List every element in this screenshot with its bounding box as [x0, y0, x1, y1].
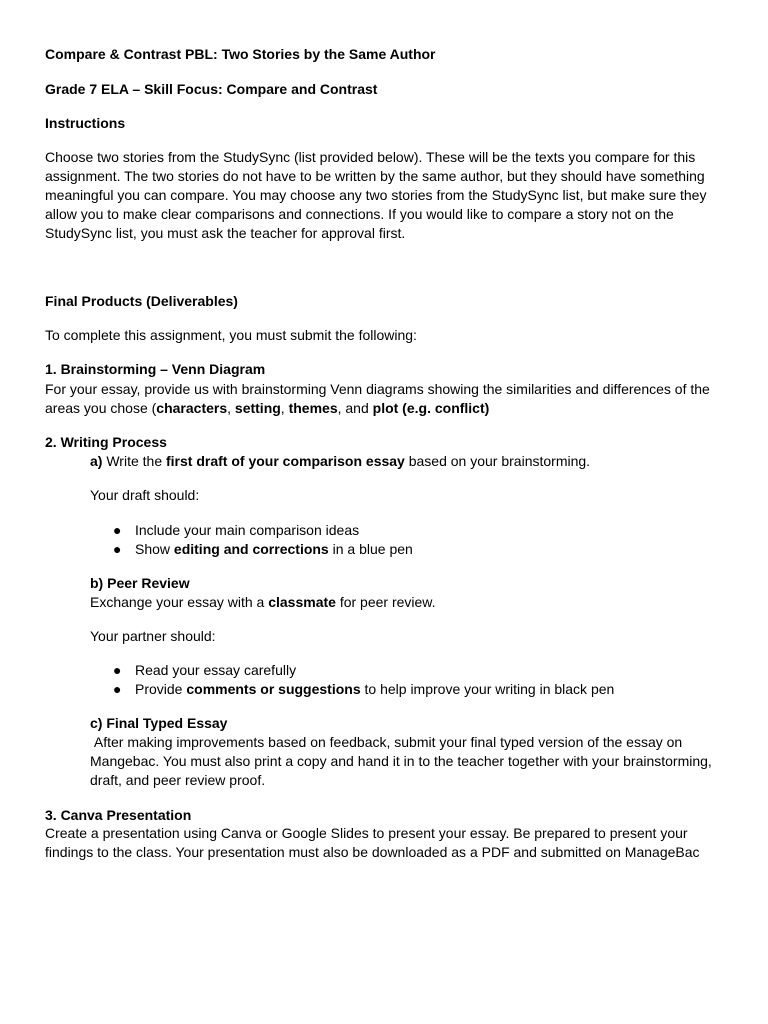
- instructions-body: Choose two stories from the StudySync (list provided below). These will be the texts you compare for this assignment. The two stories do not have to be written by the same author, but they should have something meaningful you can compare. You may choose any two stories from the StudySync list, but make sure they allow you to make clear comparisons and connections. If you would like to compare a story not on the StudySync list, you must ask the teacher for approval first.: [45, 149, 707, 241]
- draft-intro: Your draft should:: [90, 487, 200, 503]
- section1-bold-characters: characters: [156, 400, 228, 416]
- final-products-heading: Final Products (Deliverables): [45, 293, 238, 309]
- section1-heading: 1. Brainstorming – Venn Diagram: [45, 361, 266, 377]
- draft-bullet-2-pre: Show: [135, 541, 174, 557]
- document-subtitle: Grade 7 ELA – Skill Focus: Compare and Contrast: [45, 81, 378, 97]
- partner-bullet-2-pre: Provide: [135, 681, 187, 697]
- section2a-post: based on your brainstorming.: [404, 453, 591, 469]
- peer-review-heading: b) Peer Review: [90, 575, 190, 591]
- section1-bold-plot: plot (e.g. conflict): [372, 400, 490, 416]
- section1-text: For your essay, provide us with brainstorming Venn diagrams showing the similarities and differences of the areas you chose (: [45, 381, 710, 416]
- partner-bullet-2-post: to help improve your writing in black pen: [360, 681, 615, 697]
- section1-bold-themes: themes: [288, 400, 338, 416]
- partner-bullet-list: [45, 661, 715, 699]
- section3-body: Create a presentation using Canva or Google Slides to present your essay. Be prepared to present your findings to the class. Your presentation must also be downloaded as a PDF and submitted on ManageBac: [45, 825, 700, 860]
- section2a-pre: Write the: [102, 453, 166, 469]
- draft-bullet-list: [45, 521, 715, 559]
- section3-heading: 3. Canva Presentation: [45, 807, 192, 823]
- section2-heading: 2. Writing Process: [45, 434, 167, 450]
- draft-bullet-2: [45, 540, 715, 559]
- partner-bullet-1: [45, 661, 715, 680]
- partner-bullet-2-bold: comments or suggestions: [186, 681, 361, 697]
- bullet-icon: ●: [113, 681, 122, 697]
- partner-intro: Your partner should:: [90, 628, 216, 644]
- partner-bullet-1-text: Read your essay carefully: [135, 662, 297, 678]
- partner-bullet-2: [45, 680, 715, 699]
- draft-bullet-2-bold: editing and corrections: [173, 541, 329, 557]
- section2a-line: [90, 452, 590, 471]
- bullet-icon: ●: [113, 541, 122, 557]
- peer-review-pre: Exchange your essay with a: [90, 594, 269, 610]
- draft-bullet-2-post: in a blue pen: [328, 541, 413, 557]
- peer-review-bold: classmate: [268, 594, 336, 610]
- peer-review-body: [90, 593, 436, 612]
- instructions-heading: Instructions: [45, 115, 126, 131]
- bullet-icon: ●: [113, 662, 122, 678]
- section1-sep3: , and: [337, 400, 373, 416]
- draft-bullet-1-text: Include your main comparison ideas: [135, 522, 360, 538]
- final-products-intro: To complete this assignment, you must submit the following:: [45, 327, 417, 343]
- section2a-label: a): [90, 453, 103, 469]
- document-title: Compare & Contrast PBL: Two Stories by the Same Author: [45, 46, 436, 62]
- section1-bold-setting: setting: [234, 400, 281, 416]
- section1-sep2: ,: [280, 400, 289, 416]
- final-essay-heading: c) Final Typed Essay: [90, 715, 228, 731]
- bullet-icon: ●: [113, 522, 122, 538]
- section1-sep1: ,: [227, 400, 235, 416]
- peer-review-post: for peer review.: [335, 594, 436, 610]
- draft-bullet-1: [45, 521, 715, 540]
- final-essay-body: After making improvements based on feedback, submit your final typed version of the essay on Mangebac. You must also print a copy and hand it in to the teacher together with your brainstorming, draft, and peer review proof.: [90, 734, 716, 788]
- section2a-bold: first draft of your comparison essay: [166, 453, 405, 469]
- section1-body: [45, 380, 715, 418]
